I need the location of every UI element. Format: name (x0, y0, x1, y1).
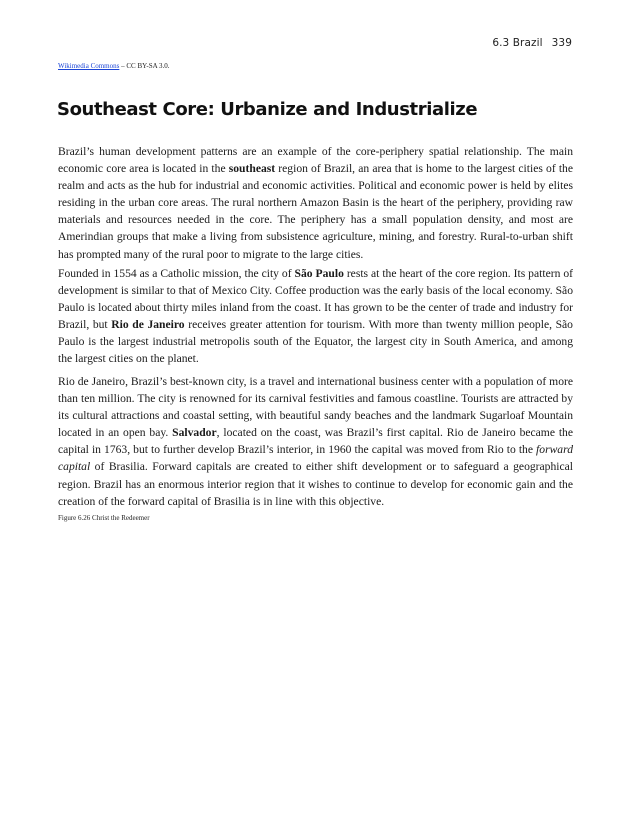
text-run: Brazil’s human development patterns are an example of the core-periphery spatial relationship. The main economic core area is located in the (58, 145, 573, 176)
header-section: 6.3 Brazil (492, 37, 543, 49)
section-title: Southeast Core: Urbanize and Industrialize (57, 99, 478, 120)
text-run: region of Brazil, an area that is home to the largest cities of the realm and acts as the hub for industrial and economic activities. Political and economic power is held by elites residing in the urban core areas. The rural northern Amazon Basin is the heart of the periphery, providing raw materials and resources needed in the core. The periphery has a small population density, and most are Amerindian groups that make a living from subsistence agriculture, mining, and forestry. Rural-to-urban shift has prompted many of the rural poor to migrate to the large cities. (58, 162, 573, 261)
text-run: Founded in 1554 as a Catholic mission, the city of (58, 267, 295, 280)
text-run: receives greater attention for tourism. With more than twenty million people, São Paulo is the largest industrial metropolis south of the Equator, the largest city in South America, and among the largest cities on the planet. (58, 318, 573, 366)
bold-term-rio-de-janeiro: Rio de Janeiro (111, 318, 185, 332)
image-attribution (58, 62, 170, 70)
text-run: Rio de Janeiro, Brazil’s best-known city, is a travel and international business center with a population of more than ten million. The city is renowned for its carnival festivities and famous coastline. Tourists are attracted by its cultural attractions and coastal setting, with beautiful sandy beaches and the landmark Sugarloaf Mountain located in an open bay. (58, 375, 573, 440)
page-number: 339 (551, 37, 572, 49)
bold-term-southeast: southeast (228, 162, 276, 176)
italic-term-forward-capital: forward capital (58, 443, 573, 474)
paragraph-rio-de-janeiro (58, 373, 573, 510)
text-run: rests at the heart of the core region. Its pattern of development is similar to that of Mexico City. Coffee production was the early basis of the local economy. São Paulo is located about thirty miles inland from the coast. It has grown to be the center of trade and industry for Brazil, but (58, 267, 573, 332)
wikimedia-commons-link[interactable]: Wikimedia Commons (58, 62, 120, 70)
figure-caption: Figure 6.26 Christ the Redeemer (58, 514, 150, 522)
bold-term-sao-paulo: São Paulo (294, 267, 344, 280)
paragraph-sao-paulo (58, 265, 573, 368)
paragraph-core-periphery (58, 143, 573, 263)
running-header (492, 37, 572, 49)
text-run: of Brasilia. Forward capitals are created to either shift development or to safeguard a geographical region. Brazil has an enormous interior region that it wishes to continue to develop for economic gain and the creation of the forward capital of Brasilia is in line with this objective. (58, 460, 573, 508)
bold-term-salvador: Salvador (172, 426, 217, 440)
license-text: – CC BY-SA 3.0. (119, 62, 170, 70)
text-run: , located on the coast, was Brazil’s first capital. Rio de Janeiro became the capital in 1763, but to further develop Brazil’s interior, in 1960 the capital was moved from Rio to the (58, 426, 573, 457)
